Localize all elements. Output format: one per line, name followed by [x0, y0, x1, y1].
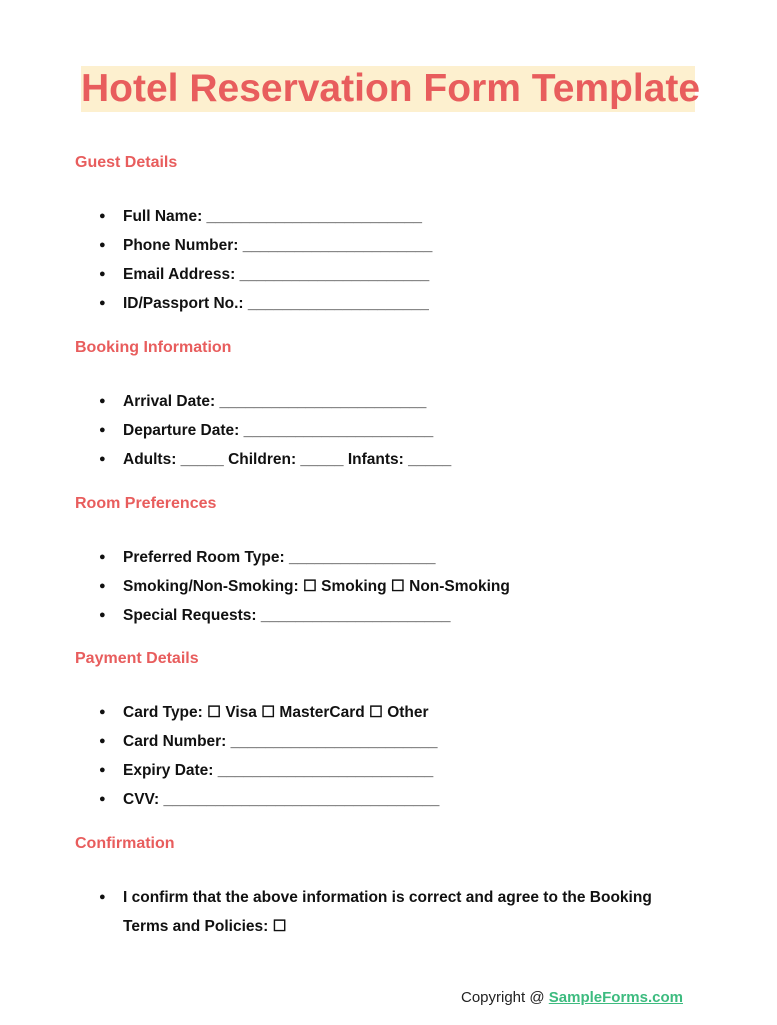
full-name-field[interactable]: ● Full Name: _________________________ [75, 202, 432, 231]
card-number-field[interactable]: ● Card Number: ________________________ [75, 727, 439, 756]
card-type-checkboxes[interactable]: ● Card Type: ☐ Visa ☐ MasterCard ☐ Other [75, 698, 439, 727]
guests-count-field[interactable]: ● Adults: _____ Children: _____ Infants: _____ [75, 445, 451, 474]
section-heading: Guest Details [75, 154, 178, 171]
smoking-preference-checkboxes[interactable]: ● Smoking/Non-Smoking: ☐ Smoking ☐ Non-Smoking [75, 572, 510, 601]
section-room-preferences [75, 494, 510, 630]
sampleforms-link[interactable]: SampleForms.com [548, 989, 683, 1006]
section-payment-details [75, 649, 439, 814]
cvv-field[interactable]: ● CVV: ________________________________ [75, 785, 439, 814]
footer [461, 989, 683, 1006]
arrival-date-field[interactable]: ● Arrival Date: ________________________ [75, 387, 451, 416]
section-confirmation [75, 834, 693, 941]
section-heading: Room Preferences [75, 495, 217, 512]
departure-date-field[interactable]: ● Departure Date: ______________________ [75, 416, 451, 445]
confirmation-checkbox[interactable]: ● I confirm that the above information is correct and agree to the Booking Terms and Policies: ☐ [75, 883, 693, 941]
expiry-date-field[interactable]: ● Expiry Date: _________________________ [75, 756, 439, 785]
section-booking-information [75, 338, 451, 474]
phone-number-field[interactable]: ● Phone Number: ______________________ [75, 231, 432, 260]
section-guest-details [75, 153, 432, 318]
section-heading: Confirmation [75, 835, 175, 852]
section-heading: Booking Information [75, 339, 232, 356]
special-requests-field[interactable]: ● Special Requests: ______________________ [75, 601, 510, 630]
passport-field[interactable]: ● ID/Passport No.: _____________________ [75, 289, 432, 318]
page-title: Hotel Reservation Form Template [81, 67, 701, 110]
room-type-field[interactable]: ● Preferred Room Type: _________________ [75, 543, 510, 572]
email-field[interactable]: ● Email Address: ______________________ [75, 260, 432, 289]
copyright-text: Copyright @ [461, 989, 549, 1006]
section-heading: Payment Details [75, 650, 199, 667]
